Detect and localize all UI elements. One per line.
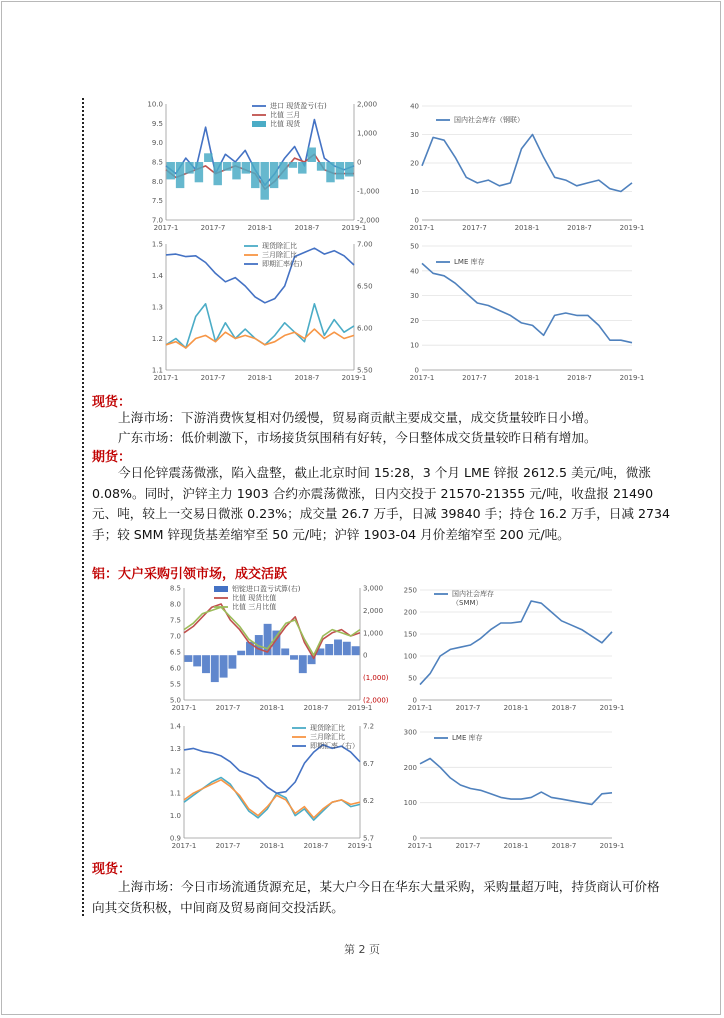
zn-futures-text: 今日伦锌震荡微涨，陷入盘整，截止北京时间 15:28，3 个月 LME 锌报 2612.5 美元/吨，微涨 0.08%。同时，沪锌主力 1903 合约亦震荡微涨，日内交投于 21570-21355 元/吨，收盘报 21490 元、吨，较上一交易日微涨 0.23%；成交量 26.7 万手，日减 39840 手；持仓 16.2 万手，日减 2734 手；较 SMM 锌现货基差缩窄至 50 元/吨；沪锌 1903-04 月价差缩窄至 200 元/吨。: [92, 465, 671, 542]
x-tick-label: 2019-1: [619, 224, 645, 232]
bar: [184, 655, 192, 662]
y-tick-label: 300: [403, 728, 417, 737]
y-tick-label: 7.0: [169, 632, 181, 641]
y-tick-label: 50: [410, 242, 419, 251]
bar: [334, 640, 342, 656]
al-section-heading: 铝：大户采购引领市场，成交活跃: [92, 567, 288, 582]
bar: [279, 162, 287, 179]
y-tick-label: 9.0: [151, 139, 163, 148]
bar: [307, 148, 315, 163]
legend-label: 比值 三月: [270, 111, 301, 119]
legend-swatch: [214, 586, 228, 592]
zn-spot-label: 现货：: [92, 395, 132, 410]
y-tick-label: 0: [414, 216, 419, 225]
bar: [336, 162, 344, 179]
bar: [237, 651, 245, 655]
bar: [232, 162, 240, 179]
series-line: [184, 745, 360, 794]
y-tick-label: 200: [403, 763, 417, 772]
y-tick-label: 40: [410, 102, 419, 111]
y-tick-label: 0.9: [169, 834, 181, 843]
bar: [202, 655, 210, 673]
bar: [281, 648, 289, 655]
y-tick-label: 1.3: [169, 744, 181, 753]
y-right-tick-label: 7.00: [357, 240, 373, 249]
series-line: [422, 263, 632, 342]
y-tick-label: 5.0: [169, 696, 181, 705]
chart-zn-import-ratio: [140, 236, 388, 384]
x-tick-label: 2019-1: [599, 842, 625, 850]
x-tick-label: 2017-7: [200, 224, 226, 232]
series-line: [184, 780, 360, 818]
legend-label: 现货除汇比: [310, 724, 345, 732]
y-right-tick-label: 1,000: [357, 129, 378, 138]
x-tick-label: 2017-1: [407, 704, 433, 712]
y-tick-label: 6.0: [169, 664, 181, 673]
bar: [289, 162, 297, 168]
bar: [343, 642, 351, 655]
series-line: [184, 607, 360, 655]
x-tick-label: 2017-7: [215, 704, 241, 712]
zn-spot-shanghai: 上海市场：下游消费恢复相对仍缓慢，贸易商贡献主要成交量，成交货量较昨日小增。: [118, 410, 597, 425]
x-tick-label: 2017-7: [455, 704, 481, 712]
y-tick-label: 5.5: [169, 680, 181, 689]
bar: [352, 646, 360, 655]
bar: [270, 162, 278, 188]
bar: [242, 162, 250, 174]
legend-label: 铝锭进口盈亏试算(右): [232, 585, 301, 593]
bar: [195, 162, 203, 182]
y-tick-label: 100: [403, 652, 417, 661]
y-tick-label: 1.1: [169, 789, 181, 798]
y-right-tick-label: (2,000): [363, 696, 389, 705]
y-tick-label: 1.0: [169, 812, 181, 821]
y-right-tick-label: 6.2: [363, 797, 375, 806]
legend-label: LME 库存: [452, 734, 483, 742]
series-line: [420, 759, 612, 805]
bar: [317, 162, 325, 171]
legend-label: 比值 现货: [270, 120, 301, 128]
legend-label: LME 库存: [454, 258, 485, 266]
y-tick-label: 50: [408, 674, 417, 683]
bar: [290, 655, 298, 659]
y-right-tick-label: 1,000: [363, 629, 384, 638]
x-tick-label: 2017-7: [462, 224, 487, 232]
x-tick-label: 2018-7: [303, 842, 329, 850]
legend-swatch: [252, 121, 266, 127]
y-tick-label: 1.4: [169, 722, 181, 731]
legend-label: 三月除汇比: [310, 733, 345, 741]
x-tick-label: 2017-1: [407, 842, 433, 850]
y-right-tick-label: 2,000: [357, 100, 378, 109]
x-tick-label: 2017-7: [215, 842, 241, 850]
y-right-tick-label: 3,000: [363, 584, 384, 593]
x-tick-label: 2018-1: [259, 842, 285, 850]
y-tick-label: 8.0: [169, 600, 181, 609]
dotted-margin-rule: [82, 98, 84, 916]
chart-al-import-ratio: [166, 718, 396, 854]
chart-zn-domestic-stock: [400, 96, 645, 234]
legend-label: 即期汇率（右）: [310, 742, 359, 750]
y-tick-label: 20: [410, 159, 419, 168]
x-tick-label: 2017-1: [171, 704, 197, 712]
zn-spot-guangdong: 广东市场：低价刺激下，市场接货氛围稍有好转，今日整体成交货量较昨日稍有增加。: [118, 430, 597, 445]
x-tick-label: 2017-1: [409, 374, 435, 382]
chart-al-domestic-stock: [398, 580, 625, 716]
legend-label: （SMM）: [452, 599, 483, 607]
x-tick-label: 2017-7: [455, 842, 481, 850]
x-tick-label: 2017-1: [153, 224, 179, 232]
y-tick-label: 250: [403, 586, 417, 595]
y-tick-label: 1.4: [151, 272, 163, 280]
x-tick-label: 2018-7: [551, 704, 577, 712]
x-tick-label: 2018-1: [514, 374, 540, 382]
x-tick-label: 2018-1: [259, 704, 285, 712]
chart-al-ratio-profit: [166, 580, 396, 716]
y-tick-label: 30: [410, 131, 419, 139]
legend-label: 进口 现货盈亏(右): [270, 102, 327, 110]
y-right-tick-label: (1,000): [363, 674, 389, 683]
bar: [325, 644, 333, 655]
x-tick-label: 2019-1: [347, 704, 373, 712]
al-spot-label: 现货：: [92, 862, 132, 877]
bar: [228, 655, 236, 668]
y-tick-label: 0: [412, 696, 417, 705]
bar: [223, 162, 231, 171]
y-tick-label: 7.5: [169, 616, 181, 625]
y-right-tick-label: 7.2: [363, 722, 375, 731]
y-right-tick-label: 6.7: [363, 759, 375, 768]
bar: [298, 162, 306, 174]
x-tick-label: 2019-1: [599, 704, 625, 712]
x-tick-label: 2019-1: [347, 842, 373, 850]
y-tick-label: 1.2: [169, 767, 181, 776]
bar: [213, 162, 221, 185]
y-tick-label: 1.3: [151, 303, 163, 312]
series-line: [166, 248, 354, 303]
y-tick-label: 1.5: [151, 240, 163, 249]
y-tick-label: 20: [410, 316, 419, 325]
zn-futures-label: 期货：: [92, 450, 132, 465]
y-tick-label: 150: [403, 630, 417, 639]
y-tick-label: 100: [403, 799, 417, 808]
x-tick-label: 2017-1: [409, 224, 435, 232]
y-tick-label: 9.5: [151, 119, 163, 128]
legend-label: 国内社会库存（钢联）: [454, 116, 524, 124]
series-line: [420, 601, 612, 685]
x-tick-label: 2019-1: [341, 224, 367, 232]
y-tick-label: 1.2: [151, 335, 163, 343]
y-tick-label: 0: [414, 366, 419, 375]
y-right-tick-label: 5.7: [363, 834, 375, 843]
x-tick-label: 2018-1: [247, 224, 273, 232]
x-tick-label: 2018-7: [294, 224, 320, 232]
x-tick-label: 2018-7: [567, 224, 592, 232]
y-right-tick-label: 6.50: [357, 282, 373, 291]
series-line: [184, 604, 360, 658]
bar: [220, 655, 228, 677]
y-tick-label: 10: [410, 188, 419, 196]
x-tick-label: 2017-7: [462, 374, 487, 382]
x-tick-label: 2019-1: [619, 374, 645, 382]
y-tick-label: 7.0: [151, 216, 163, 225]
bar: [166, 162, 174, 179]
x-tick-label: 2018-1: [514, 224, 540, 232]
y-right-tick-label: -1,000: [357, 187, 380, 196]
chart-zn-lme-stock: [400, 236, 645, 384]
legend-label: 国内社会库存: [452, 590, 494, 598]
y-tick-label: 8.5: [169, 584, 181, 593]
y-tick-label: 8.0: [151, 177, 163, 186]
bar: [193, 655, 201, 666]
y-tick-label: 200: [403, 608, 417, 617]
bar: [251, 162, 259, 188]
y-right-tick-label: 0: [363, 651, 368, 660]
y-tick-label: 6.5: [169, 648, 181, 657]
bar: [299, 655, 307, 673]
y-right-tick-label: -2,000: [357, 216, 380, 225]
chart-al-lme-stock: [398, 718, 625, 854]
bar: [260, 162, 268, 200]
x-tick-label: 2018-1: [503, 842, 529, 850]
page-number: 第 2 页: [344, 943, 380, 956]
bar: [185, 162, 193, 174]
series-line: [166, 120, 354, 186]
x-tick-label: 2018-7: [294, 374, 320, 382]
y-tick-label: 10: [410, 341, 419, 350]
y-right-tick-label: 6.00: [357, 324, 373, 333]
x-tick-label: 2018-7: [551, 842, 577, 850]
legend-label: 比值 现货比值: [232, 594, 277, 602]
x-tick-label: 2017-1: [171, 842, 197, 850]
legend-label: 三月除汇比: [262, 251, 297, 259]
bar: [204, 153, 212, 162]
y-right-tick-label: 0: [357, 158, 362, 167]
x-tick-label: 2018-7: [303, 704, 329, 712]
x-tick-label: 2018-1: [247, 374, 273, 382]
y-tick-label: 8.5: [151, 158, 163, 167]
y-tick-label: 1.1: [151, 366, 163, 375]
legend-label: 现货除汇比: [262, 242, 297, 250]
y-tick-label: 30: [410, 292, 419, 301]
bar: [345, 162, 353, 177]
chart-zn-ratio-profit: [140, 96, 388, 234]
y-right-tick-label: 2,000: [363, 606, 384, 615]
x-tick-label: 2017-7: [200, 374, 226, 382]
y-tick-label: 0: [412, 834, 417, 843]
bar: [211, 655, 219, 682]
al-spot-shanghai: 上海市场：今日市场流通货源充足，某大户今日在华东大量采购，采购量超万吨，持货商认可价格向其交货积极，中间商及贸易商间交投活跃。: [92, 879, 660, 915]
bar: [326, 162, 334, 182]
x-tick-label: 2018-1: [503, 704, 529, 712]
series-line: [184, 778, 360, 821]
legend-label: 即期汇率(右): [262, 260, 303, 268]
x-tick-label: 2017-1: [153, 374, 179, 382]
bar: [176, 162, 184, 188]
x-tick-label: 2018-7: [567, 374, 592, 382]
y-tick-label: 10.0: [147, 100, 163, 109]
y-right-tick-label: 5.50: [357, 366, 373, 375]
y-tick-label: 40: [410, 267, 419, 276]
x-tick-label: 2019-1: [341, 374, 367, 382]
legend-label: 比值 三月比值: [232, 603, 277, 611]
y-tick-label: 7.5: [151, 197, 163, 206]
